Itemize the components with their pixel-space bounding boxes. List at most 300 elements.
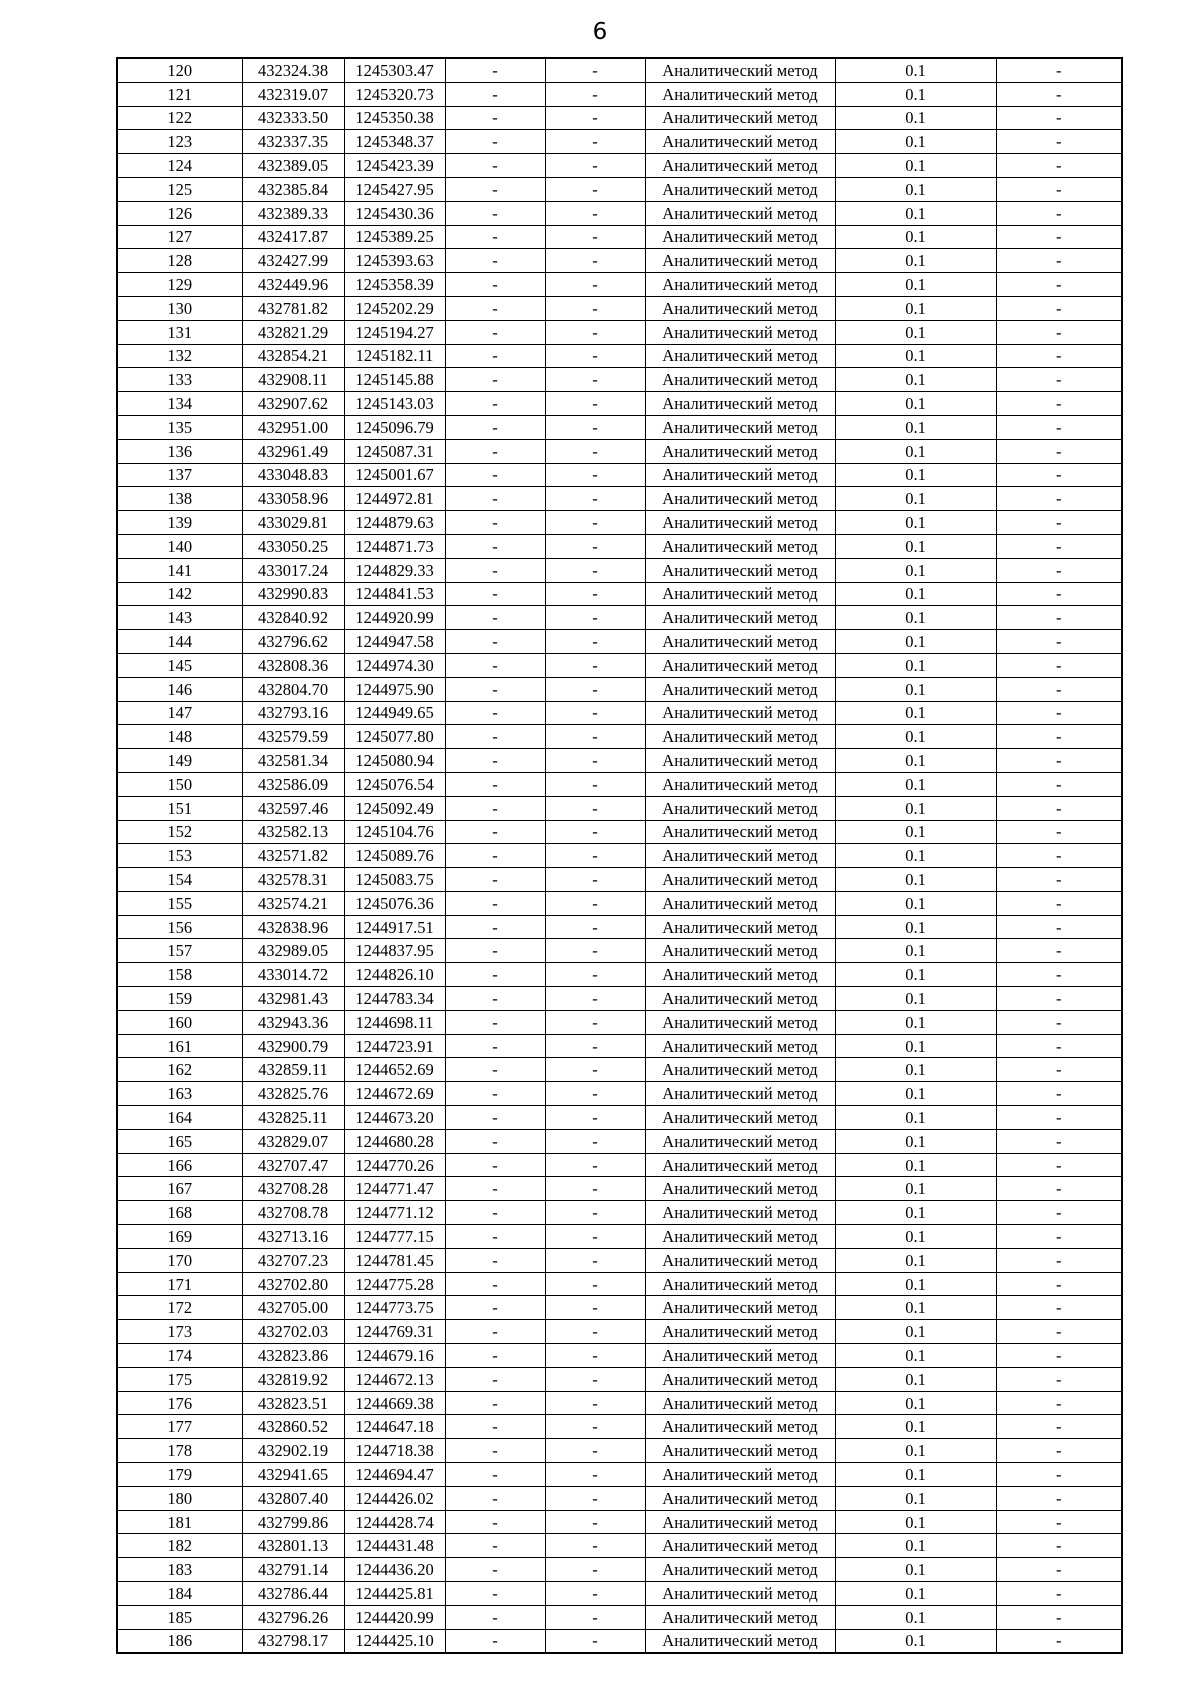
table-row (117, 368, 1122, 392)
x-coordinate-cell: 432449.96 (242, 273, 344, 297)
empty-cell-3: - (996, 915, 1122, 939)
empty-cell-1: - (445, 249, 545, 273)
point-number-cell: 151 (117, 796, 242, 820)
empty-cell-1: - (445, 582, 545, 606)
x-coordinate-cell: 432389.05 (242, 154, 344, 178)
y-coordinate-cell: 1244947.58 (344, 630, 445, 654)
y-coordinate-cell: 1244431.48 (344, 1534, 445, 1558)
empty-cell-2: - (545, 415, 645, 439)
table-row (117, 1391, 1122, 1415)
empty-cell-3: - (996, 1367, 1122, 1391)
accuracy-cell: 0.1 (835, 725, 996, 749)
empty-cell-3: - (996, 201, 1122, 225)
accuracy-cell: 0.1 (835, 844, 996, 868)
empty-cell-3: - (996, 439, 1122, 463)
x-coordinate-cell: 432389.33 (242, 201, 344, 225)
empty-cell-3: - (996, 1582, 1122, 1606)
table-row (117, 534, 1122, 558)
table-row (117, 701, 1122, 725)
point-number-cell: 160 (117, 1010, 242, 1034)
empty-cell-2: - (545, 1439, 645, 1463)
method-cell: Аналитический метод (645, 1344, 835, 1368)
empty-cell-1: - (445, 558, 545, 582)
accuracy-cell: 0.1 (835, 534, 996, 558)
empty-cell-3: - (996, 463, 1122, 487)
empty-cell-2: - (545, 1415, 645, 1439)
x-coordinate-cell: 432333.50 (242, 106, 344, 130)
accuracy-cell: 0.1 (835, 939, 996, 963)
empty-cell-2: - (545, 58, 645, 82)
x-coordinate-cell: 432825.11 (242, 1106, 344, 1130)
point-number-cell: 159 (117, 987, 242, 1011)
empty-cell-1: - (445, 1582, 545, 1606)
empty-cell-3: - (996, 1463, 1122, 1487)
table-row (117, 1582, 1122, 1606)
empty-cell-1: - (445, 701, 545, 725)
empty-cell-3: - (996, 963, 1122, 987)
method-cell: Аналитический метод (645, 368, 835, 392)
empty-cell-1: - (445, 296, 545, 320)
method-cell: Аналитический метод (645, 463, 835, 487)
accuracy-cell: 0.1 (835, 1582, 996, 1606)
method-cell: Аналитический метод (645, 606, 835, 630)
table-row (117, 630, 1122, 654)
empty-cell-2: - (545, 1106, 645, 1130)
y-coordinate-cell: 1244769.31 (344, 1320, 445, 1344)
table-row (117, 725, 1122, 749)
empty-cell-1: - (445, 1201, 545, 1225)
empty-cell-3: - (996, 749, 1122, 773)
empty-cell-1: - (445, 1010, 545, 1034)
empty-cell-3: - (996, 653, 1122, 677)
y-coordinate-cell: 1244673.20 (344, 1106, 445, 1130)
empty-cell-3: - (996, 772, 1122, 796)
x-coordinate-cell: 432707.23 (242, 1248, 344, 1272)
table-row (117, 344, 1122, 368)
empty-cell-2: - (545, 630, 645, 654)
empty-cell-1: - (445, 1510, 545, 1534)
empty-cell-3: - (996, 701, 1122, 725)
accuracy-cell: 0.1 (835, 177, 996, 201)
x-coordinate-cell: 433058.96 (242, 487, 344, 511)
empty-cell-1: - (445, 1534, 545, 1558)
method-cell: Аналитический метод (645, 749, 835, 773)
point-number-cell: 127 (117, 225, 242, 249)
empty-cell-3: - (996, 1153, 1122, 1177)
x-coordinate-cell: 432586.09 (242, 772, 344, 796)
accuracy-cell: 0.1 (835, 1153, 996, 1177)
y-coordinate-cell: 1245182.11 (344, 344, 445, 368)
accuracy-cell: 0.1 (835, 891, 996, 915)
method-cell: Аналитический метод (645, 1605, 835, 1629)
method-cell: Аналитический метод (645, 1153, 835, 1177)
method-cell: Аналитический метод (645, 1034, 835, 1058)
point-number-cell: 146 (117, 677, 242, 701)
method-cell: Аналитический метод (645, 987, 835, 1011)
x-coordinate-cell: 432793.16 (242, 701, 344, 725)
x-coordinate-cell: 432786.44 (242, 1582, 344, 1606)
table-row (117, 1201, 1122, 1225)
empty-cell-1: - (445, 844, 545, 868)
empty-cell-2: - (545, 1582, 645, 1606)
table-row (117, 1344, 1122, 1368)
y-coordinate-cell: 1245083.75 (344, 868, 445, 892)
table-row (117, 225, 1122, 249)
point-number-cell: 144 (117, 630, 242, 654)
method-cell: Аналитический метод (645, 296, 835, 320)
point-number-cell: 185 (117, 1605, 242, 1629)
point-number-cell: 174 (117, 1344, 242, 1368)
empty-cell-2: - (545, 1629, 645, 1653)
table-row (117, 582, 1122, 606)
empty-cell-1: - (445, 82, 545, 106)
y-coordinate-cell: 1244723.91 (344, 1034, 445, 1058)
empty-cell-3: - (996, 273, 1122, 297)
empty-cell-3: - (996, 1272, 1122, 1296)
method-cell: Аналитический метод (645, 1582, 835, 1606)
empty-cell-2: - (545, 653, 645, 677)
empty-cell-2: - (545, 392, 645, 416)
empty-cell-1: - (445, 1486, 545, 1510)
table-row (117, 915, 1122, 939)
table-row (117, 439, 1122, 463)
empty-cell-3: - (996, 987, 1122, 1011)
method-cell: Аналитический метод (645, 1367, 835, 1391)
x-coordinate-cell: 432804.70 (242, 677, 344, 701)
table-row (117, 1177, 1122, 1201)
x-coordinate-cell: 432801.13 (242, 1534, 344, 1558)
x-coordinate-cell: 432981.43 (242, 987, 344, 1011)
accuracy-cell: 0.1 (835, 1177, 996, 1201)
empty-cell-2: - (545, 1010, 645, 1034)
table-row (117, 1248, 1122, 1272)
empty-cell-2: - (545, 891, 645, 915)
method-cell: Аналитический метод (645, 772, 835, 796)
empty-cell-2: - (545, 868, 645, 892)
method-cell: Аналитический метод (645, 1486, 835, 1510)
table-body (117, 58, 1122, 1653)
empty-cell-2: - (545, 1248, 645, 1272)
table-row (117, 1058, 1122, 1082)
empty-cell-2: - (545, 820, 645, 844)
accuracy-cell: 0.1 (835, 772, 996, 796)
accuracy-cell: 0.1 (835, 1034, 996, 1058)
empty-cell-2: - (545, 463, 645, 487)
accuracy-cell: 0.1 (835, 344, 996, 368)
empty-cell-1: - (445, 1082, 545, 1106)
x-coordinate-cell: 432900.79 (242, 1034, 344, 1058)
empty-cell-2: - (545, 677, 645, 701)
empty-cell-3: - (996, 1534, 1122, 1558)
method-cell: Аналитический метод (645, 106, 835, 130)
empty-cell-2: - (545, 1367, 645, 1391)
accuracy-cell: 0.1 (835, 1534, 996, 1558)
table-row (117, 201, 1122, 225)
empty-cell-2: - (545, 1058, 645, 1082)
point-number-cell: 168 (117, 1201, 242, 1225)
method-cell: Аналитический метод (645, 677, 835, 701)
empty-cell-1: - (445, 1320, 545, 1344)
accuracy-cell: 0.1 (835, 415, 996, 439)
x-coordinate-cell: 432941.65 (242, 1463, 344, 1487)
accuracy-cell: 0.1 (835, 154, 996, 178)
y-coordinate-cell: 1244436.20 (344, 1558, 445, 1582)
method-cell: Аналитический метод (645, 1058, 835, 1082)
table-row (117, 511, 1122, 535)
empty-cell-2: - (545, 963, 645, 987)
y-coordinate-cell: 1244829.33 (344, 558, 445, 582)
accuracy-cell: 0.1 (835, 439, 996, 463)
table-row (117, 130, 1122, 154)
point-number-cell: 154 (117, 868, 242, 892)
accuracy-cell: 0.1 (835, 1225, 996, 1249)
point-number-cell: 139 (117, 511, 242, 535)
coordinates-table (116, 57, 1123, 1654)
empty-cell-3: - (996, 1415, 1122, 1439)
empty-cell-2: - (545, 1391, 645, 1415)
y-coordinate-cell: 1244771.12 (344, 1201, 445, 1225)
point-number-cell: 161 (117, 1034, 242, 1058)
table-row (117, 653, 1122, 677)
method-cell: Аналитический метод (645, 82, 835, 106)
y-coordinate-cell: 1245092.49 (344, 796, 445, 820)
empty-cell-3: - (996, 1177, 1122, 1201)
empty-cell-1: - (445, 1034, 545, 1058)
accuracy-cell: 0.1 (835, 820, 996, 844)
empty-cell-2: - (545, 915, 645, 939)
x-coordinate-cell: 432908.11 (242, 368, 344, 392)
empty-cell-2: - (545, 1344, 645, 1368)
method-cell: Аналитический метод (645, 582, 835, 606)
empty-cell-3: - (996, 106, 1122, 130)
method-cell: Аналитический метод (645, 58, 835, 82)
empty-cell-1: - (445, 201, 545, 225)
y-coordinate-cell: 1244775.28 (344, 1272, 445, 1296)
accuracy-cell: 0.1 (835, 1272, 996, 1296)
point-number-cell: 137 (117, 463, 242, 487)
empty-cell-2: - (545, 1129, 645, 1153)
table-row (117, 772, 1122, 796)
empty-cell-1: - (445, 392, 545, 416)
method-cell: Аналитический метод (645, 1320, 835, 1344)
accuracy-cell: 0.1 (835, 249, 996, 273)
empty-cell-1: - (445, 487, 545, 511)
y-coordinate-cell: 1244841.53 (344, 582, 445, 606)
method-cell: Аналитический метод (645, 630, 835, 654)
accuracy-cell: 0.1 (835, 1510, 996, 1534)
empty-cell-3: - (996, 1296, 1122, 1320)
accuracy-cell: 0.1 (835, 320, 996, 344)
empty-cell-2: - (545, 939, 645, 963)
table-row (117, 296, 1122, 320)
y-coordinate-cell: 1245104.76 (344, 820, 445, 844)
accuracy-cell: 0.1 (835, 749, 996, 773)
empty-cell-2: - (545, 201, 645, 225)
empty-cell-3: - (996, 534, 1122, 558)
method-cell: Аналитический метод (645, 534, 835, 558)
x-coordinate-cell: 432961.49 (242, 439, 344, 463)
y-coordinate-cell: 1244975.90 (344, 677, 445, 701)
accuracy-cell: 0.1 (835, 868, 996, 892)
empty-cell-2: - (545, 1296, 645, 1320)
empty-cell-1: - (445, 749, 545, 773)
table-row (117, 1605, 1122, 1629)
accuracy-cell: 0.1 (835, 1558, 996, 1582)
empty-cell-2: - (545, 368, 645, 392)
x-coordinate-cell: 432702.80 (242, 1272, 344, 1296)
x-coordinate-cell: 432707.47 (242, 1153, 344, 1177)
point-number-cell: 183 (117, 1558, 242, 1582)
accuracy-cell: 0.1 (835, 273, 996, 297)
y-coordinate-cell: 1245089.76 (344, 844, 445, 868)
y-coordinate-cell: 1244837.95 (344, 939, 445, 963)
x-coordinate-cell: 432581.34 (242, 749, 344, 773)
table-row (117, 1629, 1122, 1653)
accuracy-cell: 0.1 (835, 106, 996, 130)
point-number-cell: 142 (117, 582, 242, 606)
empty-cell-1: - (445, 1391, 545, 1415)
empty-cell-3: - (996, 225, 1122, 249)
method-cell: Аналитический метод (645, 1272, 835, 1296)
y-coordinate-cell: 1245389.25 (344, 225, 445, 249)
point-number-cell: 128 (117, 249, 242, 273)
method-cell: Аналитический метод (645, 844, 835, 868)
accuracy-cell: 0.1 (835, 1367, 996, 1391)
y-coordinate-cell: 1245001.67 (344, 463, 445, 487)
empty-cell-2: - (545, 1201, 645, 1225)
table-row (117, 177, 1122, 201)
empty-cell-1: - (445, 1106, 545, 1130)
point-number-cell: 181 (117, 1510, 242, 1534)
empty-cell-2: - (545, 130, 645, 154)
empty-cell-1: - (445, 511, 545, 535)
point-number-cell: 158 (117, 963, 242, 987)
y-coordinate-cell: 1244972.81 (344, 487, 445, 511)
empty-cell-3: - (996, 939, 1122, 963)
x-coordinate-cell: 433048.83 (242, 463, 344, 487)
y-coordinate-cell: 1244871.73 (344, 534, 445, 558)
y-coordinate-cell: 1245427.95 (344, 177, 445, 201)
table-row (117, 868, 1122, 892)
empty-cell-1: - (445, 1153, 545, 1177)
empty-cell-3: - (996, 796, 1122, 820)
empty-cell-2: - (545, 582, 645, 606)
empty-cell-1: - (445, 796, 545, 820)
accuracy-cell: 0.1 (835, 392, 996, 416)
x-coordinate-cell: 432821.29 (242, 320, 344, 344)
empty-cell-3: - (996, 1486, 1122, 1510)
x-coordinate-cell: 432578.31 (242, 868, 344, 892)
y-coordinate-cell: 1245076.36 (344, 891, 445, 915)
table-row (117, 82, 1122, 106)
y-coordinate-cell: 1244770.26 (344, 1153, 445, 1177)
y-coordinate-cell: 1244426.02 (344, 1486, 445, 1510)
empty-cell-1: - (445, 1367, 545, 1391)
method-cell: Аналитический метод (645, 653, 835, 677)
table-row (117, 273, 1122, 297)
accuracy-cell: 0.1 (835, 1248, 996, 1272)
table-row (117, 1034, 1122, 1058)
empty-cell-1: - (445, 725, 545, 749)
method-cell: Аналитический метод (645, 796, 835, 820)
empty-cell-3: - (996, 558, 1122, 582)
method-cell: Аналитический метод (645, 1510, 835, 1534)
table-row (117, 1106, 1122, 1130)
empty-cell-3: - (996, 630, 1122, 654)
point-number-cell: 136 (117, 439, 242, 463)
x-coordinate-cell: 432823.51 (242, 1391, 344, 1415)
table-row (117, 1510, 1122, 1534)
table-row (117, 1367, 1122, 1391)
method-cell: Аналитический метод (645, 320, 835, 344)
empty-cell-2: - (545, 558, 645, 582)
empty-cell-3: - (996, 1320, 1122, 1344)
empty-cell-1: - (445, 439, 545, 463)
y-coordinate-cell: 1244428.74 (344, 1510, 445, 1534)
empty-cell-3: - (996, 344, 1122, 368)
x-coordinate-cell: 432829.07 (242, 1129, 344, 1153)
method-cell: Аналитический метод (645, 201, 835, 225)
accuracy-cell: 0.1 (835, 1129, 996, 1153)
method-cell: Аналитический метод (645, 868, 835, 892)
table-row (117, 463, 1122, 487)
table-row (117, 1225, 1122, 1249)
accuracy-cell: 0.1 (835, 1106, 996, 1130)
x-coordinate-cell: 432705.00 (242, 1296, 344, 1320)
x-coordinate-cell: 432319.07 (242, 82, 344, 106)
point-number-cell: 143 (117, 606, 242, 630)
accuracy-cell: 0.1 (835, 225, 996, 249)
x-coordinate-cell: 432708.78 (242, 1201, 344, 1225)
x-coordinate-cell: 432808.36 (242, 653, 344, 677)
empty-cell-2: - (545, 320, 645, 344)
y-coordinate-cell: 1245348.37 (344, 130, 445, 154)
table-row (117, 392, 1122, 416)
method-cell: Аналитический метод (645, 1082, 835, 1106)
empty-cell-1: - (445, 534, 545, 558)
table-row (117, 1558, 1122, 1582)
y-coordinate-cell: 1245087.31 (344, 439, 445, 463)
method-cell: Аналитический метод (645, 1558, 835, 1582)
empty-cell-3: - (996, 82, 1122, 106)
method-cell: Аналитический метод (645, 1415, 835, 1439)
accuracy-cell: 0.1 (835, 1010, 996, 1034)
point-number-cell: 138 (117, 487, 242, 511)
empty-cell-2: - (545, 1082, 645, 1106)
y-coordinate-cell: 1244773.75 (344, 1296, 445, 1320)
empty-cell-2: - (545, 1034, 645, 1058)
x-coordinate-cell: 432574.21 (242, 891, 344, 915)
method-cell: Аналитический метод (645, 820, 835, 844)
point-number-cell: 166 (117, 1153, 242, 1177)
y-coordinate-cell: 1245076.54 (344, 772, 445, 796)
point-number-cell: 171 (117, 1272, 242, 1296)
table-row (117, 1129, 1122, 1153)
x-coordinate-cell: 432799.86 (242, 1510, 344, 1534)
empty-cell-3: - (996, 1558, 1122, 1582)
empty-cell-2: - (545, 534, 645, 558)
y-coordinate-cell: 1244879.63 (344, 511, 445, 535)
empty-cell-1: - (445, 1558, 545, 1582)
x-coordinate-cell: 432823.86 (242, 1344, 344, 1368)
table-row (117, 487, 1122, 511)
empty-cell-1: - (445, 987, 545, 1011)
x-coordinate-cell: 432579.59 (242, 725, 344, 749)
empty-cell-2: - (545, 296, 645, 320)
method-cell: Аналитический метод (645, 1391, 835, 1415)
accuracy-cell: 0.1 (835, 677, 996, 701)
method-cell: Аналитический метод (645, 1439, 835, 1463)
